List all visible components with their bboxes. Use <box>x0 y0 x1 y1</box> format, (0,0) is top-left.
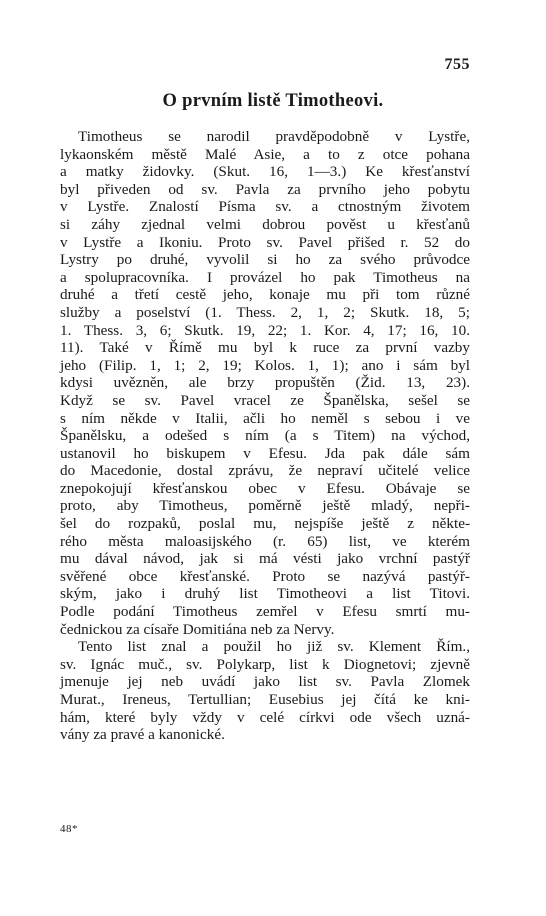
text-line: a spolupracovníka. I provázel ho pak Timotheus na <box>60 268 470 286</box>
text-line: Lystry po druhé, vyvolil si ho za svého průvodce <box>60 251 470 269</box>
text-line: rého města maloasijského (r. 65) list, ve kterém <box>60 532 470 550</box>
text-line: Timotheus se narodil pravděpodobně v Lystře, <box>78 128 470 145</box>
text-line: kdysi uvězněn, ale brzy propuštěn (Žid. 13, 23). <box>60 374 470 392</box>
text-line: lykaonském městě Malé Asie, a to z otce pohana <box>60 145 470 163</box>
text-line: ským, jako i druhý list Timotheovi a list Titovi. <box>60 585 470 603</box>
text-line: svěřené obce křesťanské. Proto se nazývá pastýř- <box>60 567 470 585</box>
text-line: s ním někde v Italii, ačli ho neměl s sebou i ve <box>60 409 470 427</box>
text-line: služby a poselství (1. Thess. 2, 1, 2; Skutk. 18, 5; <box>60 303 470 321</box>
text-line: druhé a třetí cestě jeho, konaje mu při tom různé <box>60 286 470 304</box>
text-line: 1. Thess. 3, 6; Skutk. 19, 22; 1. Kor. 4, 17; 16, 10. <box>60 321 470 339</box>
text-line: byl přiveden od sv. Pavla za prvního jeho pobytu <box>60 180 470 198</box>
text-line: čednickou za císaře Domitiána neb za Nervy. <box>60 620 335 638</box>
body-text <box>60 128 470 744</box>
paragraph <box>60 128 470 638</box>
text-line: Podle podání Timotheus zemřel v Efesu smrtí mu- <box>60 603 470 621</box>
text-line: do Macedonie, dostal zprávu, že nepraví učitelé velice <box>60 462 470 480</box>
text-line: ustanovil ho biskupem v Efesu. Jda pak dále sám <box>60 444 470 462</box>
text-line: jmenuje jej neb uvádí jako list sv. Pavla Zlomek <box>60 673 470 691</box>
chapter-title: O prvním listě Timotheovi. <box>162 91 384 111</box>
text-line: proto, aby Timotheus, poměrně ještě mladý, nepři- <box>60 497 470 515</box>
text-line: si záhy zjednal velmi dobrou pověst u křesťanů <box>60 215 470 233</box>
text-line: 11). Také v Římě mu byl k ruce za první vazby <box>60 339 470 357</box>
text-line: šel do rozpaků, poslal mu, nejspíše ještě z někte- <box>60 515 470 533</box>
text-line: Španělsku, a odešed s ním (a s Titem) na východ, <box>60 427 470 445</box>
text-line: v Lystře a Ikoniu. Proto sv. Pavel přišed r. 52 do <box>60 233 470 251</box>
text-line: Tento list znal a použil ho již sv. Klement Řím., <box>78 638 470 656</box>
text-line: v Lystře. Znalostí Písma sv. a ctnostným životem <box>60 198 470 216</box>
text-line: mu dával návod, jak si má vésti jako vrchní pastýř <box>60 550 470 568</box>
signature-mark: 48* <box>60 823 78 835</box>
page-number: 755 <box>444 56 470 73</box>
text-line: znepokojují křesťanskou obec v Efesu. Obávaje se <box>60 479 470 497</box>
paragraph <box>60 638 470 744</box>
text-line: hám, které byly vždy v celé církvi ode všech uzná- <box>60 708 470 726</box>
text-line: Murat., Ireneus, Tertullian; Eusebius jej čítá ke kni- <box>60 691 470 708</box>
text-line: vány za pravé a kanonické. <box>60 726 225 744</box>
text-line: Když se sv. Pavel vracel ze Španělska, sešel se <box>60 391 470 409</box>
text-line: jeho (Filip. 1, 1; 2, 19; Kolos. 1, 1); ano i sám byl <box>60 356 470 374</box>
text-line: a matky židovky. (Skut. 16, 1—3.) Ke křesťanství <box>60 163 470 181</box>
text-line: sv. Ignác muč., sv. Polykarp, list k Diognetovi; zjevně <box>60 655 470 673</box>
